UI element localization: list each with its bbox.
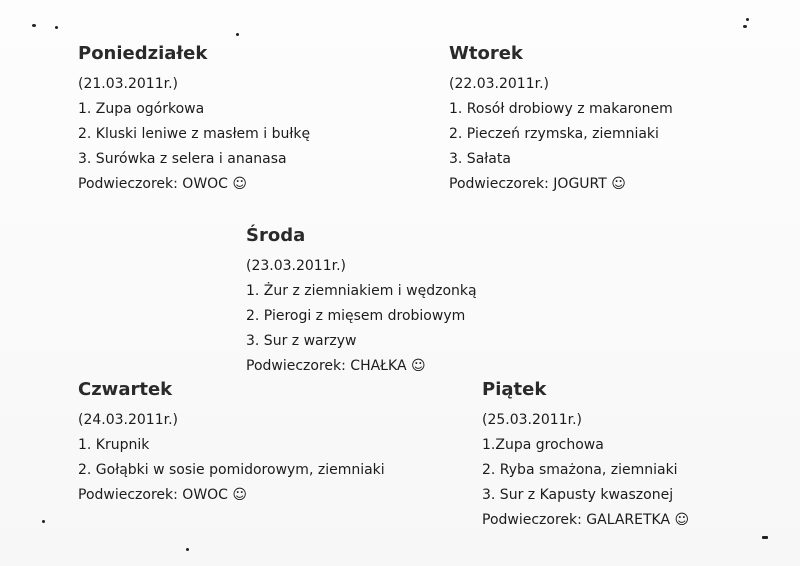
- menu-item: 1. Zupa ogórkowa: [78, 101, 205, 117]
- menu-item: 1.Zupa grochowa: [482, 437, 604, 453]
- day-monday: [78, 42, 310, 197]
- smiley-icon: ☺: [674, 512, 690, 528]
- day-date: (22.03.2011r.): [449, 76, 550, 92]
- scan-speck: [186, 548, 189, 551]
- day-title: Czwartek: [78, 379, 173, 400]
- menu-item: 2. Ryba smażona, ziemniaki: [482, 462, 678, 478]
- scan-speck: [55, 26, 58, 29]
- snack-label: Podwieczorek: GALARETKA: [482, 512, 671, 528]
- scan-speck: [746, 18, 749, 21]
- scan-speck: [32, 24, 36, 27]
- day-date: (24.03.2011r.): [78, 412, 179, 428]
- snack-line: [246, 354, 477, 379]
- menu-item: 2. Kluski leniwe z masłem i bułkę: [78, 126, 311, 142]
- day-tuesday: [449, 42, 673, 197]
- menu-item: 1. Rosół drobiowy z makaronem: [449, 101, 673, 117]
- snack-label: Podwieczorek: OWOC: [78, 176, 228, 192]
- snack-label: Podwieczorek: OWOC: [78, 487, 228, 503]
- scan-speck: [762, 536, 768, 539]
- day-title: Środa: [246, 225, 306, 246]
- scan-speck: [236, 33, 239, 36]
- scan-speck: [42, 520, 45, 523]
- snack-label: Podwieczorek: JOGURT: [449, 176, 607, 192]
- menu-item: 3. Sur z Kapusty kwaszonej: [482, 487, 674, 503]
- menu-item: 3. Sur z warzyw: [246, 333, 357, 349]
- day-date: (23.03.2011r.): [246, 258, 347, 274]
- menu-item: 2. Pieczeń rzymska, ziemniaki: [449, 126, 659, 142]
- day-date: (21.03.2011r.): [78, 76, 179, 92]
- snack-line: [78, 483, 385, 508]
- snack-line: [482, 508, 689, 533]
- day-title: Wtorek: [449, 43, 523, 64]
- day-date: (25.03.2011r.): [482, 412, 583, 428]
- day-title: Piątek: [482, 379, 547, 400]
- smiley-icon: ☺: [411, 358, 426, 374]
- snack-line: [449, 172, 673, 197]
- snack-label: Podwieczorek: CHAŁKA: [246, 358, 407, 374]
- day-thursday: [78, 378, 385, 508]
- menu-item: 1. Żur z ziemniakiem i wędzonką: [246, 283, 477, 299]
- menu-item: 2. Gołąbki w sosie pomidorowym, ziemniaki: [78, 462, 385, 478]
- day-wednesday: [246, 224, 477, 379]
- menu-item: 2. Pierogi z mięsem drobiowym: [246, 308, 466, 324]
- day-title: Poniedziałek: [78, 43, 208, 64]
- scan-speck: [743, 25, 747, 28]
- smiley-icon: ☺: [232, 176, 248, 192]
- snack-line: [78, 172, 310, 197]
- smiley-icon: ☺: [232, 487, 248, 503]
- menu-item: 3. Sałata: [449, 151, 511, 167]
- menu-item: 1. Krupnik: [78, 437, 150, 453]
- day-friday: [482, 378, 689, 533]
- smiley-icon: ☺: [611, 176, 626, 192]
- menu-item: 3. Surówka z selera i ananasa: [78, 151, 287, 167]
